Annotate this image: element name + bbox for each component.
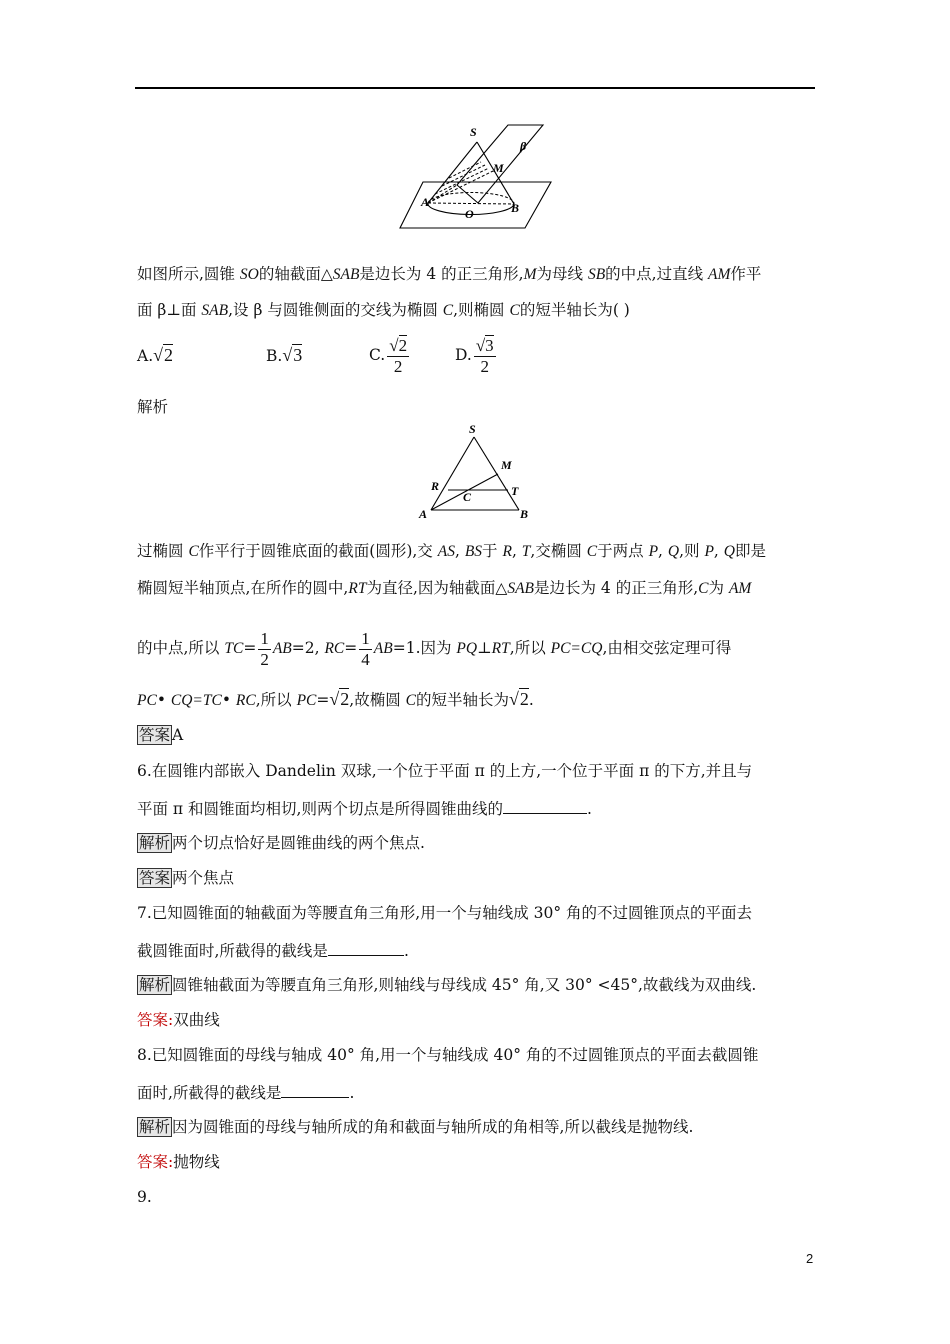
sqrt-expression: √2 — [509, 689, 529, 709]
option-label: B. — [266, 347, 283, 365]
text: 为母线 — [536, 265, 588, 283]
text: 是边长为 4 的正三角形, — [359, 265, 524, 283]
text: 截圆锥面时,所截得的截线是 — [137, 942, 328, 960]
q5-solution-line2 — [137, 577, 751, 600]
text: 面时,所截得的截线是 — [137, 1084, 282, 1102]
q6-line1: 6.在圆锥内部嵌入 Dandelin 双球,一个位于平面 π 的上方,一个位于平面 π 的下方,并且与 — [137, 762, 753, 780]
label-C: C — [463, 490, 472, 504]
text: 为 — [708, 579, 729, 597]
text: 过椭圆 — [137, 542, 189, 560]
text: . — [349, 1084, 355, 1102]
answer-label: 答案 — [139, 869, 171, 887]
text: ,设 β 与圆锥侧面的交线为椭圆 — [228, 301, 443, 319]
label-B: B — [511, 201, 520, 215]
text: , — [713, 542, 724, 560]
sqrt-expression: √3 — [282, 345, 303, 365]
q7-line1: 7.已知圆锥面的轴截面为等腰直角三角形,用一个与轴线成 30° 角的不过圆锥顶点的平面去 — [137, 904, 753, 922]
text: =2, — [291, 639, 325, 657]
text: ,所以 — [255, 691, 297, 709]
math-var: T — [521, 543, 531, 560]
option-a — [137, 344, 173, 367]
math-var: PC=CQ — [550, 640, 603, 657]
math-var: PC — [137, 692, 157, 709]
label-B: B — [520, 507, 529, 521]
q5-answer — [137, 724, 183, 746]
math-var: TC — [224, 640, 244, 657]
label-A: A — [421, 195, 430, 209]
math-var: RC — [235, 692, 256, 709]
numerator: √3 — [475, 335, 494, 355]
text: 面 β⊥面 — [137, 301, 202, 319]
text: ,故椭圆 — [349, 691, 406, 709]
fraction — [474, 336, 496, 377]
text: ⊥ — [477, 639, 492, 657]
math-var: PQ — [456, 640, 478, 657]
radicand: 2 — [340, 689, 350, 709]
text: 的短半轴长为 — [416, 691, 510, 709]
numerator: 1 — [361, 628, 370, 648]
q5-stem-line1 — [137, 263, 761, 286]
text: 是边长为 4 的正三角形, — [534, 579, 699, 597]
label-R: R — [431, 479, 440, 493]
math-var: R — [502, 543, 512, 560]
text: =1.因为 — [392, 639, 457, 657]
text: 平面 π 和圆锥面均相切,则两个切点是所得圆锥曲线的 — [137, 800, 503, 818]
option-c — [369, 335, 411, 377]
text: , — [658, 542, 668, 560]
radicand: 2 — [164, 345, 174, 365]
radicand: 2 — [519, 689, 529, 709]
q5-solution-line4 — [137, 688, 534, 712]
q6-answer — [137, 867, 234, 889]
label-A: A — [419, 507, 428, 521]
math-var: SO — [239, 266, 259, 283]
label-M: M — [493, 161, 504, 175]
math-var: SAB — [201, 302, 229, 319]
text: . — [403, 942, 409, 960]
page-number: 2 — [806, 1251, 814, 1266]
text: , — [454, 542, 465, 560]
fraction — [387, 336, 409, 377]
text: . — [528, 691, 534, 709]
fraction — [258, 629, 271, 670]
answer-value: 两个焦点 — [172, 869, 235, 887]
text: • — [221, 691, 236, 709]
numerator: 1 — [260, 628, 269, 648]
answer-blank — [281, 1081, 349, 1098]
answer-value: A — [172, 726, 184, 744]
analysis-label: 解析 — [139, 1118, 171, 1136]
q5-stem-line2 — [137, 299, 630, 322]
denominator: 2 — [260, 649, 269, 669]
analysis-text: 两个切点恰好是圆锥曲线的两个焦点. — [172, 834, 425, 852]
sqrt-expression: √2 — [329, 689, 350, 709]
answer-label: 答案: — [137, 1153, 174, 1171]
math-var: AM — [728, 580, 752, 597]
text: , — [511, 542, 522, 560]
math-var: C — [188, 543, 199, 560]
text: 于 — [482, 542, 503, 560]
math-var: AS — [437, 543, 455, 560]
label-O: O — [465, 207, 474, 221]
analysis-label: 解析 — [139, 976, 171, 994]
option-label: A. — [137, 347, 154, 365]
fraction — [359, 629, 372, 670]
answer-value: 抛物线 — [173, 1153, 220, 1171]
radicand: 3 — [485, 335, 494, 355]
option-label: C. — [369, 346, 386, 364]
cone-plane-figure — [395, 120, 555, 232]
q6-analysis — [137, 832, 425, 854]
math-var: Q — [667, 543, 680, 560]
text: . — [586, 800, 592, 818]
analysis-label: 解析 — [139, 834, 171, 852]
text: ,则椭圆 — [453, 301, 510, 319]
math-var: RT — [491, 640, 510, 657]
text: 即是 — [734, 542, 766, 560]
sqrt-expression: √2 — [153, 345, 174, 365]
denominator: 2 — [393, 356, 403, 376]
math-var: PC — [296, 692, 317, 709]
text: ,所以 — [509, 639, 551, 657]
math-var: C — [405, 692, 416, 709]
option-b — [266, 344, 302, 367]
radicand: 2 — [398, 335, 408, 355]
q5-solution-line1 — [137, 540, 766, 563]
q6-line2 — [137, 797, 592, 820]
text: • — [156, 691, 171, 709]
text: 作平行于圆锥底面的截面(圆形),交 — [198, 542, 438, 560]
header-rule — [135, 87, 815, 89]
text: = — [243, 639, 257, 657]
option-label: D. — [455, 346, 472, 364]
answer-blank — [328, 939, 404, 956]
text: 椭圆短半轴顶点,在所作的圆中, — [137, 579, 349, 597]
math-var: P — [648, 543, 659, 560]
text: 作平 — [730, 265, 762, 283]
label-beta: β — [520, 139, 527, 153]
text: ,则 — [679, 542, 705, 560]
math-var: C — [442, 302, 454, 319]
numerator: √2 — [389, 335, 408, 355]
q8-line2 — [137, 1081, 354, 1104]
option-d — [455, 335, 498, 377]
math-var: AB — [373, 640, 393, 657]
text: 于两点 — [597, 542, 649, 560]
answer-label: 答案 — [139, 726, 171, 744]
analysis-text: 圆锥轴截面为等腰直角三角形,则轴线与母线成 45° 角,又 30° <45°,故截线为双曲线. — [172, 976, 757, 994]
text: 如图所示,圆锥 — [137, 265, 240, 283]
text: ,由相交弦定理可得 — [602, 639, 732, 657]
q7-line2 — [137, 939, 409, 962]
text: 的中点,所以 — [137, 639, 225, 657]
analysis-text: 因为圆锥面的母线与轴所成的角和截面与轴所成的角相等,所以截线是抛物线. — [172, 1118, 694, 1136]
math-var: BS — [464, 543, 483, 560]
answer-label: 答案: — [137, 1011, 174, 1029]
label-S: S — [469, 422, 476, 436]
q8-line1: 8.已知圆锥面的母线与轴成 40° 角,用一个与轴线成 40° 角的不过圆锥顶点的平面去截圆锥 — [137, 1046, 759, 1064]
answer-blank — [503, 797, 587, 814]
q8-answer — [137, 1151, 220, 1173]
label-T: T — [511, 484, 519, 498]
text: ,交椭圆 — [530, 542, 587, 560]
text: 为直径,因为轴截面△ — [366, 579, 508, 597]
math-var: SAB — [332, 266, 360, 283]
math-var: M — [523, 266, 537, 283]
text: = — [344, 639, 358, 657]
math-var: C — [509, 302, 520, 319]
math-var: RT — [348, 580, 367, 597]
text: 的轴截面△ — [258, 265, 333, 283]
math-var: CQ=TC — [170, 692, 222, 709]
label-M: M — [501, 458, 512, 472]
q8-analysis — [137, 1116, 693, 1138]
text: = — [316, 691, 330, 709]
math-var: C — [586, 543, 598, 560]
text: 的中点,过直线 — [605, 265, 709, 283]
q5-solution-line3 — [137, 628, 731, 670]
q9-label: 9. — [137, 1188, 152, 1206]
math-var: C — [698, 580, 709, 597]
q5-analysis-label: 解析 — [137, 398, 169, 416]
math-var: AM — [708, 266, 731, 283]
math-var: Q — [723, 543, 735, 560]
label-S: S — [470, 125, 477, 139]
triangle-figure — [414, 420, 540, 524]
q7-answer — [137, 1009, 220, 1031]
math-var: P — [704, 543, 714, 560]
math-var: AB — [272, 640, 292, 657]
denominator: 4 — [361, 649, 370, 669]
text: 的短半轴长为( ) — [519, 301, 630, 319]
answer-value: 双曲线 — [173, 1011, 220, 1029]
math-var: RC — [324, 640, 345, 657]
q7-analysis — [137, 974, 756, 996]
radicand: 3 — [293, 345, 303, 365]
math-var: SAB — [507, 580, 534, 597]
math-var: SB — [587, 266, 606, 283]
denominator: 2 — [480, 356, 489, 376]
